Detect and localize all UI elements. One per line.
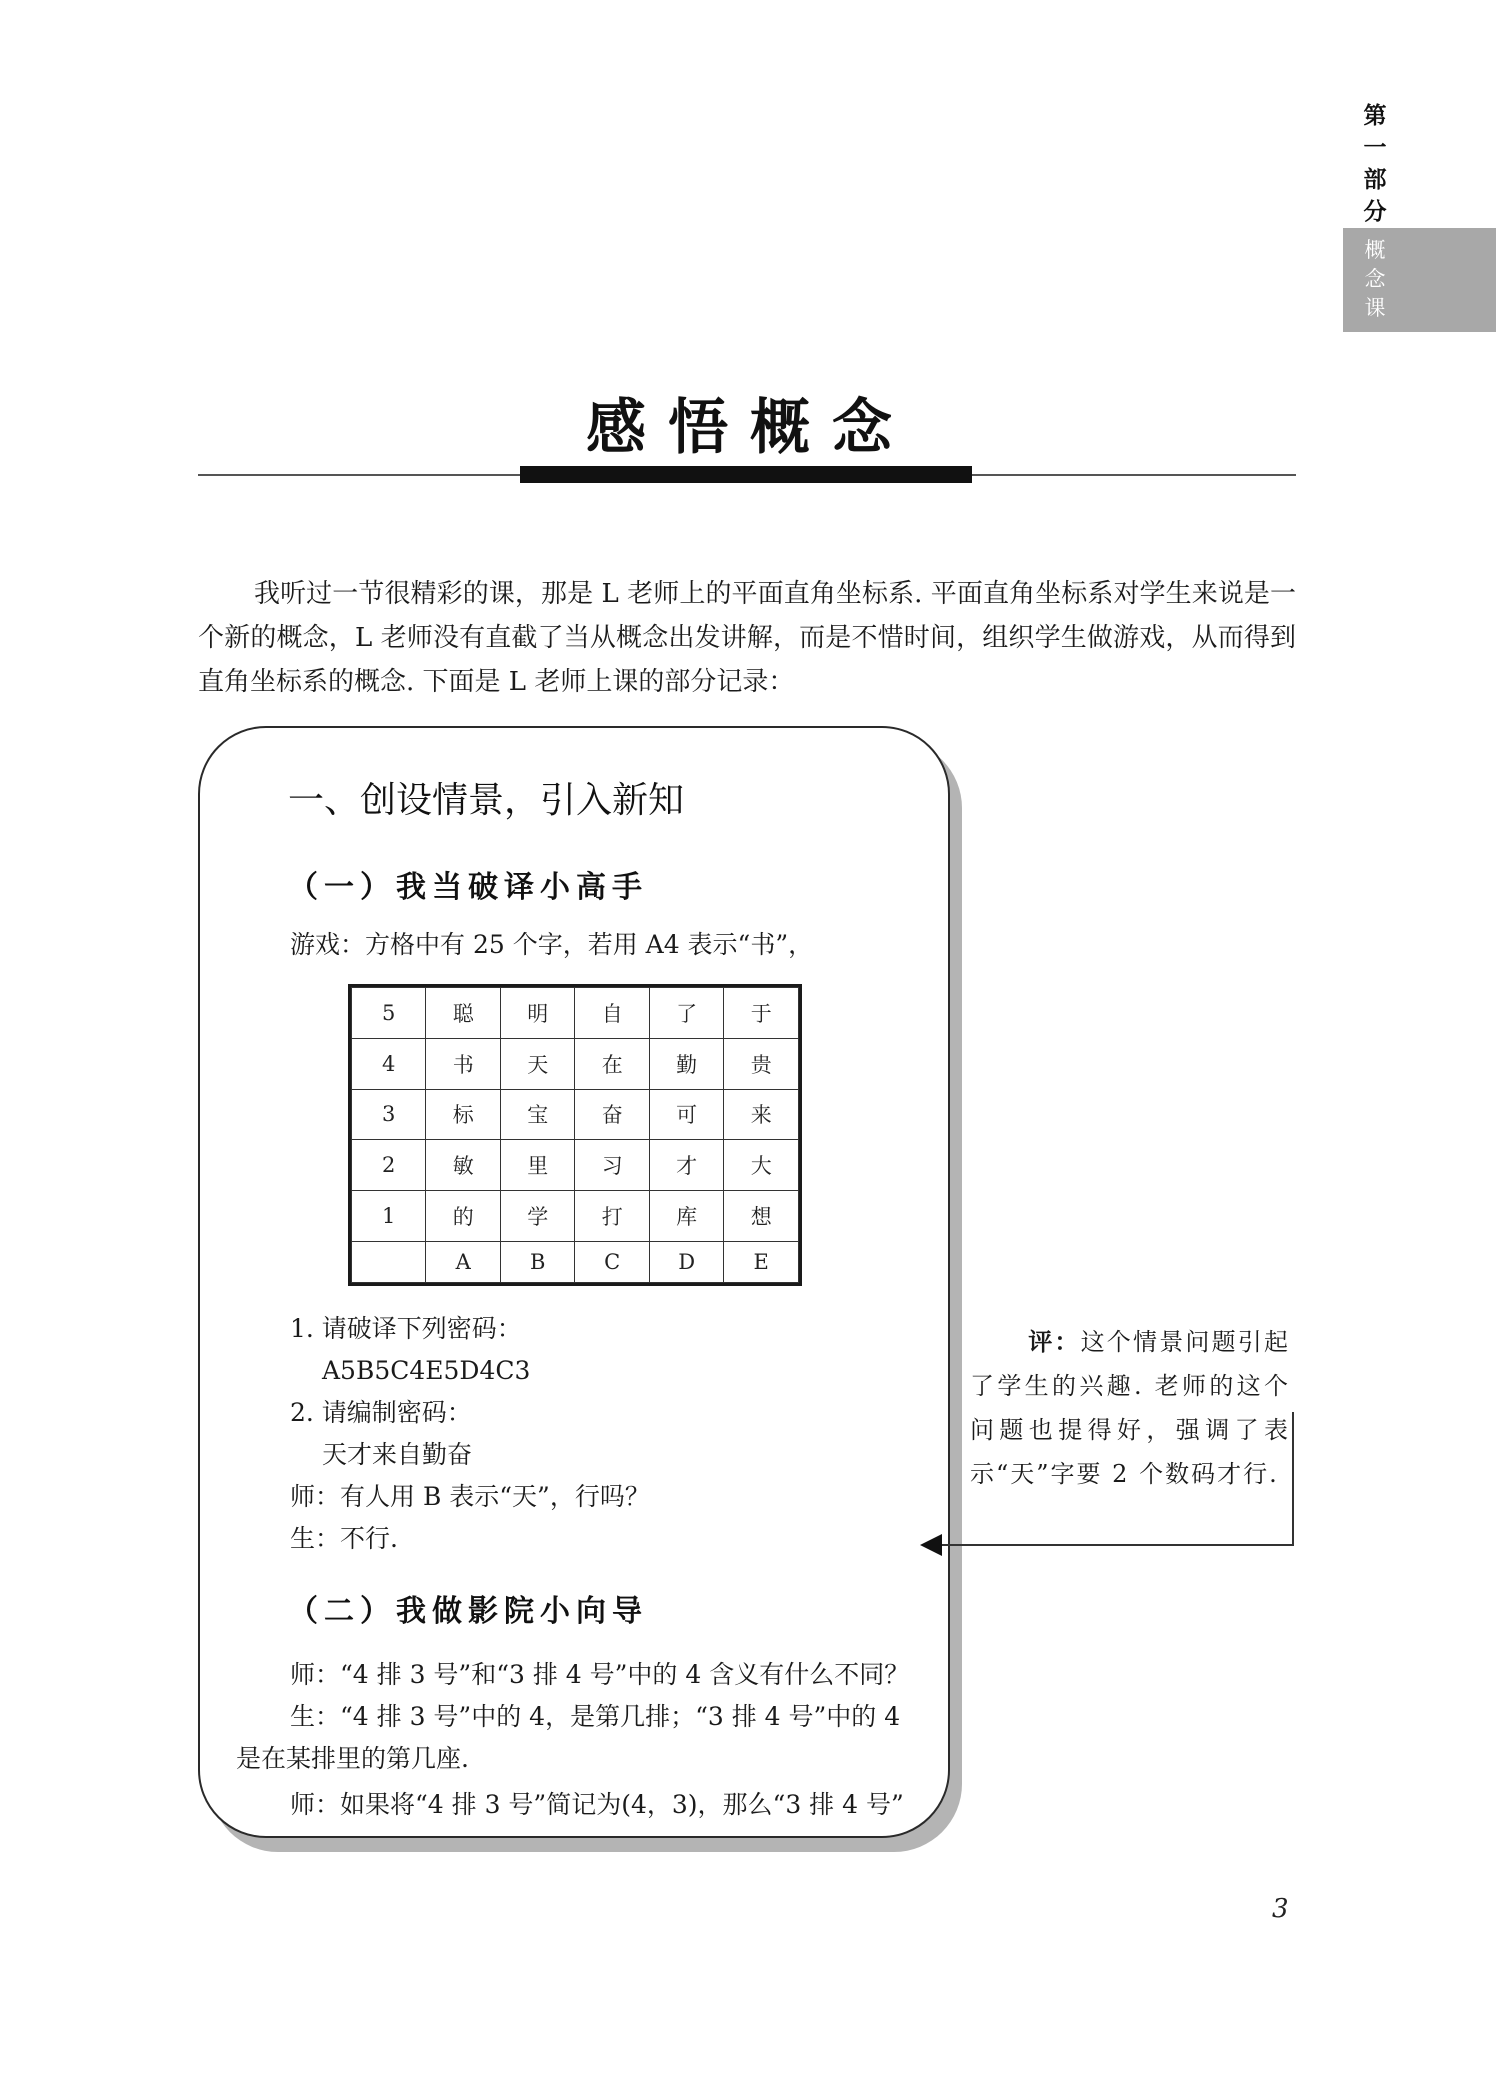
comment-text: 这个情景问题引起了学生的兴趣. 老师的这个问题也提得好，强调了表示“天”字要 2 个数码才行. bbox=[970, 1328, 1291, 1488]
intro-paragraph: 我听过一节很精彩的课，那是 L 老师上的平面直角坐标系. 平面直角坐标系对学生来说是一个新的概念，L 老师没有直截了当从概念出发讲解，而是不惜时间，组织学生做游戏，从而得到直角坐标系的概念. 下面是 L 老师上课的部分记录： bbox=[198, 579, 1296, 697]
grid-cell: 可 bbox=[649, 1089, 723, 1140]
comment-connector-vertical bbox=[1292, 1412, 1294, 1546]
grid-cell: 5 bbox=[352, 988, 426, 1039]
title-bar bbox=[520, 466, 972, 483]
grid-cell: 了 bbox=[649, 988, 723, 1039]
grid-cell: 库 bbox=[649, 1191, 723, 1242]
side-tab-char: 概 bbox=[1364, 238, 1386, 262]
question-2-text: 天才来自勤奋 bbox=[322, 1440, 473, 1469]
grid-cell: 习 bbox=[575, 1140, 649, 1191]
grid-cell: 于 bbox=[724, 988, 799, 1039]
page-number: 3 bbox=[1272, 1894, 1289, 1924]
grid-cell: 来 bbox=[724, 1089, 799, 1140]
grid-cell: 4 bbox=[352, 1038, 426, 1089]
grid-cell: A bbox=[426, 1241, 500, 1282]
grid-row bbox=[352, 988, 799, 1039]
grid-cell: D bbox=[649, 1241, 723, 1282]
grid-cell: 自 bbox=[575, 988, 649, 1039]
grid-cell: 打 bbox=[575, 1191, 649, 1242]
teacher-line-1: 师：有人用 B 表示“天”，行吗？ bbox=[290, 1482, 650, 1511]
arrow-left-icon bbox=[920, 1534, 942, 1556]
grid-cell: 学 bbox=[500, 1191, 574, 1242]
side-tab-char: 一 bbox=[1363, 135, 1387, 161]
side-tab-char: 第 bbox=[1363, 103, 1387, 129]
grid-cell: 勤 bbox=[649, 1038, 723, 1089]
grid-cell: 大 bbox=[724, 1140, 799, 1191]
grid-cell: E bbox=[724, 1241, 799, 1282]
grid-cell: C bbox=[575, 1241, 649, 1282]
teacher-line-2: 师：“4 排 3 号”和“3 排 4 号”中的 4 含义有什么不同？ bbox=[290, 1660, 910, 1689]
grid-cell: 书 bbox=[426, 1038, 500, 1089]
grid-cell: 标 bbox=[426, 1089, 500, 1140]
grid-row bbox=[352, 1241, 799, 1282]
chapter-title: 感悟概念 bbox=[586, 393, 914, 463]
grid-cell: 想 bbox=[724, 1191, 799, 1242]
comment-connector-horizontal bbox=[936, 1544, 1294, 1546]
side-tab-char: 部 bbox=[1363, 167, 1387, 193]
cipher-grid bbox=[348, 984, 802, 1286]
question-1: 1. 请破译下列密码： bbox=[290, 1314, 522, 1343]
grid-cell: 天 bbox=[500, 1038, 574, 1089]
grid-cell: 1 bbox=[352, 1191, 426, 1242]
grid-row bbox=[352, 1089, 799, 1140]
grid-cell: 宝 bbox=[500, 1089, 574, 1140]
section-title: 一、创设情景，引入新知 bbox=[288, 780, 685, 821]
side-tab-char: 课 bbox=[1364, 296, 1386, 320]
grid-cell: 敏 bbox=[426, 1140, 500, 1191]
side-tab-char: 念 bbox=[1364, 267, 1386, 291]
subsection-title-1: （一）我当破译小高手 bbox=[288, 870, 648, 905]
subsection-title-2: （二）我做影院小向导 bbox=[288, 1594, 648, 1629]
student-line-1: 生：不行. bbox=[290, 1524, 398, 1553]
teacher-line-3: 师：如果将“4 排 3 号”简记为(4，3)，那么“3 排 4 号” bbox=[290, 1790, 904, 1819]
side-tab-char: 分 bbox=[1363, 199, 1387, 225]
comment-note bbox=[970, 1320, 1290, 1496]
grid-cell: 聪 bbox=[426, 988, 500, 1039]
grid-cell: 里 bbox=[500, 1140, 574, 1191]
game-description: 游戏：方格中有 25 个字，若用 A4 表示“书”， bbox=[290, 930, 814, 959]
question-2: 2. 请编制密码： bbox=[290, 1398, 472, 1427]
grid-cell: B bbox=[500, 1241, 574, 1282]
student-line-2: 生：“4 排 3 号”中的 4，是第几排；“3 排 4 号”中的 4 bbox=[290, 1702, 901, 1731]
grid-row bbox=[352, 1191, 799, 1242]
side-tab-course bbox=[1343, 236, 1407, 323]
grid-cell: 奋 bbox=[575, 1089, 649, 1140]
grid-cell: 明 bbox=[500, 988, 574, 1039]
grid-cell: 贵 bbox=[724, 1038, 799, 1089]
grid-cell: 才 bbox=[649, 1140, 723, 1191]
grid-cell: 在 bbox=[575, 1038, 649, 1089]
student-line-2-cont: 是在某排里的第几座. bbox=[236, 1744, 469, 1773]
grid-row bbox=[352, 1140, 799, 1191]
question-1-code: A5B5C4E5D4C3 bbox=[322, 1356, 531, 1385]
grid-row bbox=[352, 1038, 799, 1089]
grid-cell bbox=[352, 1241, 426, 1282]
grid-cell: 2 bbox=[352, 1140, 426, 1191]
grid-cell: 3 bbox=[352, 1089, 426, 1140]
grid-cell: 的 bbox=[426, 1191, 500, 1242]
comment-label: 评： bbox=[1028, 1327, 1081, 1356]
side-tab-part bbox=[1343, 100, 1407, 228]
